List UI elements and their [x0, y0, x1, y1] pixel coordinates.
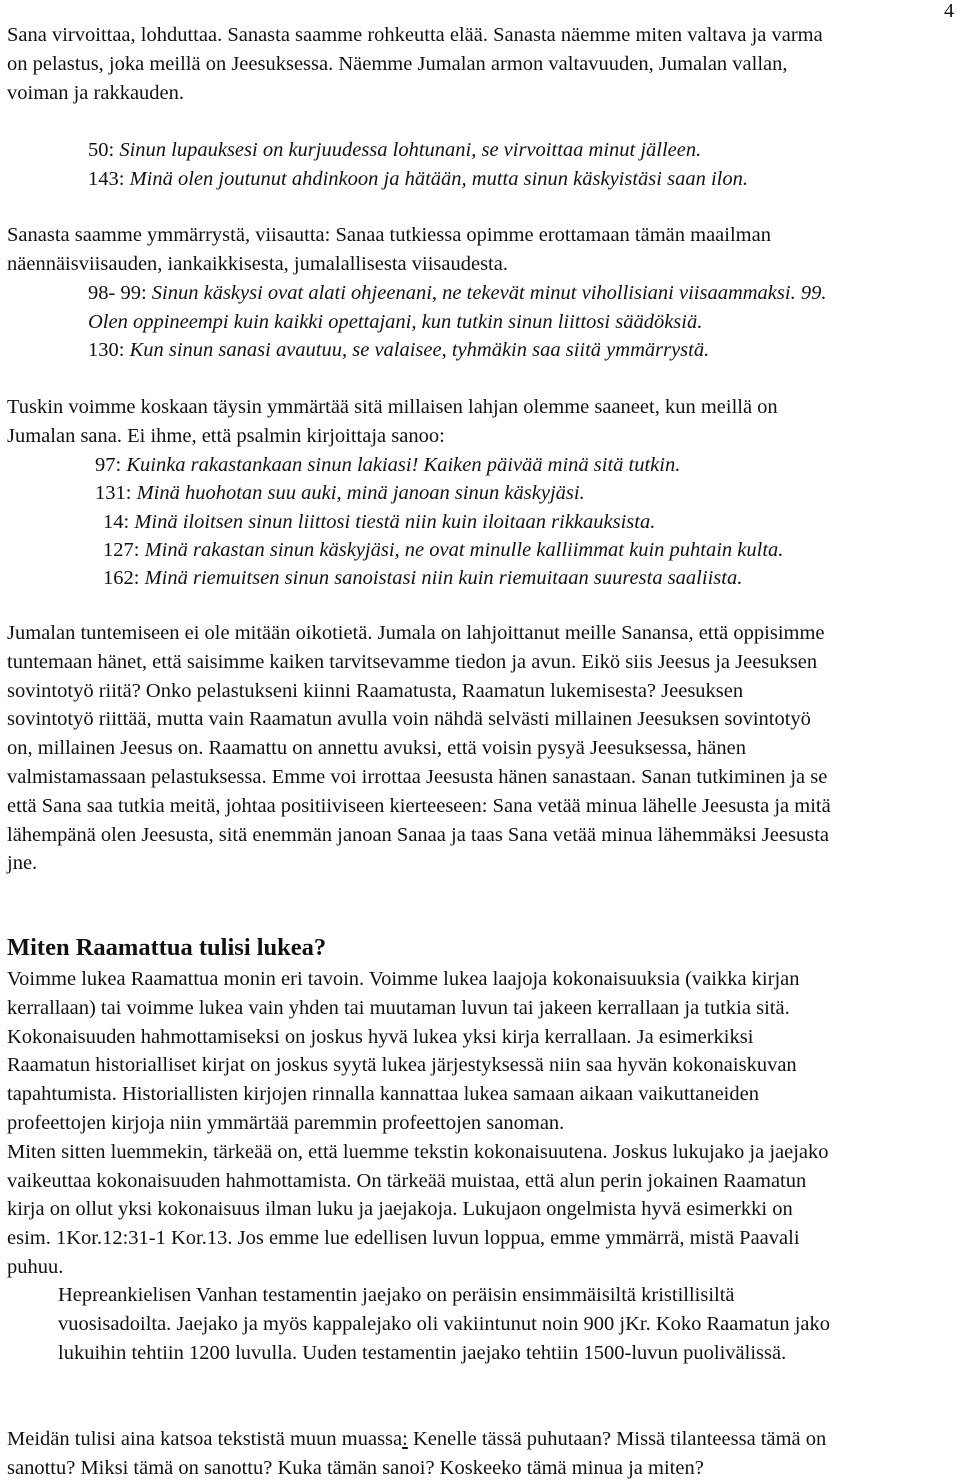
text-line: sovintotyö riittää, mutta vain Raamatun avulla voin nähdä selvästi millainen Jeesuksen sovintotyö — [7, 708, 811, 731]
verse-ref: 98- 99: — [88, 282, 152, 304]
psalm-quotes-2 — [88, 279, 956, 365]
quote-text: Kun sinun sanasi avautuu, se valaisee, tyhmäkin saa siitä ymmärrystä. — [129, 339, 710, 361]
text-line: lähempänä olen Jeesusta, sitä enemmän janoan Sanaa ja taas Sana vetää minua lähemmäksi Jeesusta — [7, 823, 829, 846]
verse-ref: 131: — [95, 482, 137, 505]
text-segment: Kenelle tässä puhutaan? Missä tilanteessa tämä on — [407, 1428, 827, 1450]
text-line: Raamatun historialliset kirjat on joskus syytä lukea järjestyksessä niin saa hyvän kokonaiskuvan — [7, 1054, 797, 1077]
quote-line — [88, 165, 956, 194]
text-line: Sana virvoittaa, lohduttaa. Sanasta saamme rohkeutta elää. Sanasta näemme miten valtava ja varma — [7, 24, 823, 46]
quote-text: Sinun käskysi ovat alati ohjeenani, ne tekevät minut vihollisiani viisaammaksi. 99. — [151, 282, 827, 304]
quote-text: Minä riemuitsen sinun sanoistasi niin kuin riemuitaan suuresta saaliista. — [144, 567, 743, 590]
text-line: sovintotyö riitä? Onko pelastukseni kiinni Raamatusta, Raamatun lukemisesta? Jeesuksen — [7, 679, 744, 702]
text-line: vaikeuttaa kokonaisuuden hahmottamista. On tärkeää muistaa, että alun perin jokainen Raamatun — [7, 1169, 807, 1192]
quote-text: Olen oppineempi kuin kaikki opettajani, kun tutkin sinun liittosi säädöksiä. — [88, 310, 703, 333]
text-line: Jumalan tuntemiseen ei ole mitään oikotietä. Jumala on lahjoittanut meille Sanansa, että oppisimme — [7, 622, 825, 644]
quote-text: Minä huohotan suu auki, minä janoan sinun käskyjäsi. — [136, 482, 585, 505]
paragraph-2 — [7, 221, 956, 279]
section-heading: Miten Raamattua tulisi lukea? — [7, 934, 327, 961]
verse-ref: 130: — [88, 339, 130, 361]
psalm-quotes-3 — [95, 451, 956, 592]
text-line: Voimme lukea Raamattua monin eri tavoin. Voimme lukea laajoja kokonaisuuksia (vaikka kirjan — [7, 968, 800, 990]
quote-line — [95, 508, 956, 536]
text-line: että Sana saa tutkia meitä, johtaa positiiviseen kierteeseen: Sana vetää minua lähelle Jeesusta ja mitä — [7, 794, 831, 817]
text-line: esim. 1Kor.12:31-1 Kor.13. Jos emme lue edellisen luvun loppua, emme ymmärrä, mistä Paavali — [7, 1227, 800, 1250]
quote-line — [88, 279, 956, 308]
text-line: näennäisviisauden, iankaikkisesta, jumalallisesta viisaudesta. — [7, 252, 508, 275]
text-line: kirja on ollut yksi kokonaisuus ilman luku ja jaejakoja. Lukujaon ongelmista hyvä esimerkki on — [7, 1198, 793, 1221]
paragraph-4 — [7, 619, 956, 878]
psalm-quotes-1 — [88, 136, 956, 193]
paragraph-5 — [7, 965, 956, 1282]
text-line: jne. — [7, 852, 38, 875]
verse-ref: 127: — [103, 538, 145, 561]
verse-ref: 162: — [103, 567, 145, 590]
verse-ref: 14: — [103, 510, 135, 533]
text-line: valmistamassaan pelastuksessa. Emme voi irrottaa Jeesusta hänen sanastaan. Sanan tutkiminen ja se — [7, 765, 828, 788]
paragraph-6 — [58, 1281, 956, 1367]
paragraph-1 — [7, 21, 956, 107]
quote-text: Minä iloitsen sinun liittosi tiestä niin kuin iloitaan rikkauksista. — [134, 510, 656, 533]
text-line: voiman ja rakkauden. — [7, 81, 185, 104]
text-line: Tuskin voimme koskaan täysin ymmärtää sitä millaisen lahjan olemme saaneet, kun meillä on — [7, 396, 778, 418]
text-line: sanottu? Miksi tämä on sanottu? Kuka tämän sanoi? Koskeeko tämä minua ja miten? — [7, 1456, 704, 1479]
verse-ref: 97: — [95, 454, 127, 476]
quote-text: Sinun lupauksesi on kurjuudessa lohtunani, se virvoittaa minut jälleen. — [119, 139, 702, 161]
text-line: puhuu. — [7, 1255, 64, 1278]
text-line: Sanasta saamme ymmärrystä, viisautta: Sanaa tutkiessa opimme erottamaan tämän maailman — [7, 224, 771, 246]
text-line: kerrallaan) tai voimme lukea vain yhden tai muutaman luvun tai jakeen kerrallaan ja tutkia sitä. — [7, 996, 790, 1019]
text-line: lukuihin tehtiin 1200 luvulla. Uuden testamentin jaejako tehtiin 1500-luvun puolivälissä. — [58, 1341, 787, 1364]
quote-line — [95, 536, 956, 564]
text-line: profeettojen kirjoja niin ymmärtää paremmin profeettojen sanoman. — [7, 1111, 565, 1134]
paragraph-3 — [7, 393, 956, 451]
quote-line — [88, 336, 956, 365]
text-segment: Meidän tulisi aina katsoa tekstistä muun muassa — [7, 1428, 403, 1450]
text-line: vuosisadoilta. Jaejako ja myös kappalejako oli vakiintunut noin 900 jKr. Koko Raamatun jako — [58, 1312, 831, 1335]
quote-line — [95, 451, 956, 479]
quote-text: Minä rakastan sinun käskyjäsi, ne ovat minulle kalliimmat kuin puhtain kulta. — [144, 538, 784, 561]
quote-line — [95, 564, 956, 592]
text-line: Hepreankielisen Vanhan testamentin jaejako on peräisin ensimmäisiltä kristillisiltä — [58, 1284, 735, 1306]
quote-text: Kuinka rakastankaan sinun lakiasi! Kaiken päivää minä sitä tutkin. — [126, 454, 681, 476]
text-line — [7, 1425, 956, 1454]
quote-line — [95, 479, 956, 507]
text-line: Kokonaisuuden hahmottamiseksi on joskus hyvä lukea yksi kirja kerrallaan. Ja esimerkiksi — [7, 1025, 754, 1048]
text-line: tapahtumista. Historiallisten kirjojen rinnalla kannattaa lukea samaan aikaan vaikuttaneiden — [7, 1083, 759, 1106]
verse-ref: 143: — [88, 167, 130, 190]
paragraph-7 — [7, 1425, 956, 1483]
underlined-colon: : — [402, 1428, 408, 1450]
page-number: 4 — [944, 0, 954, 22]
text-line: Jumalan sana. Ei ihme, että psalmin kirjoittaja sanoo: — [7, 424, 445, 447]
quote-line — [88, 308, 956, 337]
text-line: on pelastus, joka meillä on Jeesuksessa. Näemme Jumalan armon valtavuuden, Jumalan vallan, — [7, 52, 788, 75]
text-line: on, millainen Jeesus on. Raamattu on annettu avuksi, että voisin pysyä Jeesuksessa, hänen — [7, 737, 746, 760]
quote-text: Minä olen joutunut ahdinkoon ja hätään, mutta sinun käskyistäsi saan ilon. — [129, 167, 748, 190]
verse-ref: 50: — [88, 139, 120, 161]
text-line: tuntemaan hänet, että saisimme kaiken tarvitsevamme tiedon ja avun. Eikö siis Jeesus ja Jeesuksen — [7, 650, 818, 673]
quote-line — [88, 136, 956, 165]
text-line: Miten sitten luemmekin, tärkeää on, että luemme tekstin kokonaisuutena. Joskus lukujako ja jaejako — [7, 1140, 829, 1163]
